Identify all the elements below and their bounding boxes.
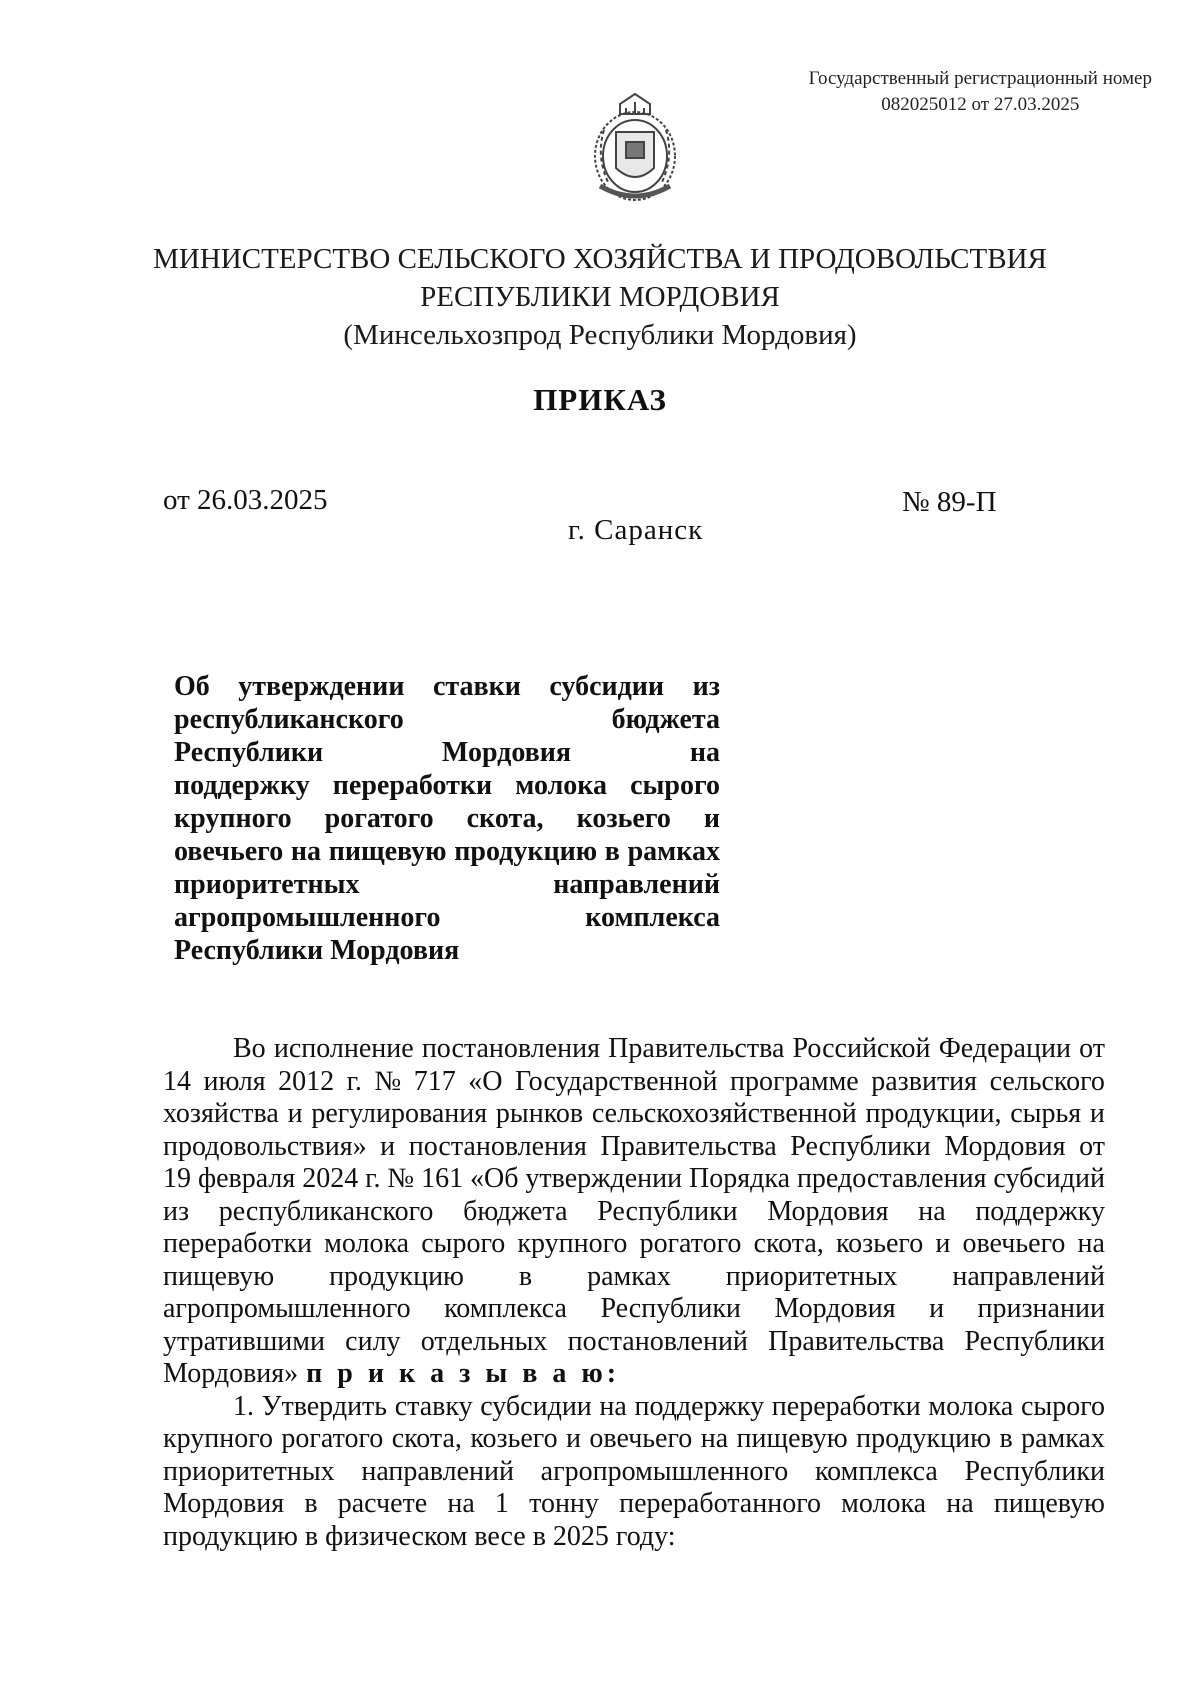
clause-word: молока	[841, 1488, 927, 1519]
preamble-word: 717	[413, 1065, 456, 1097]
preamble-word: 161	[421, 1163, 464, 1194]
preamble-word: бюджета	[463, 1195, 568, 1227]
preamble-word: постановлений	[567, 1325, 748, 1357]
preamble-word: Правительства	[608, 1033, 785, 1064]
subject-word: пищевую	[328, 836, 447, 867]
subject-word: Республики Мордовия	[174, 935, 460, 966]
clause-word: козьего	[470, 1423, 558, 1454]
preamble-word: молока	[324, 1228, 410, 1259]
subject-word: рамках	[627, 836, 720, 867]
preamble-word: агропромышленного	[163, 1293, 411, 1324]
clause-word: сырого	[1020, 1390, 1105, 1422]
preamble-word: №	[387, 1163, 415, 1194]
clause-word: направлений	[361, 1455, 514, 1487]
preamble-word: утратившими	[163, 1325, 325, 1357]
clause-word: крупного	[163, 1423, 273, 1454]
registration-line-1: Государственный регистрационный номер	[808, 68, 1152, 89]
document-number: № 89-П	[902, 486, 997, 518]
preamble-word: рогатого	[639, 1228, 742, 1259]
preamble-word: 14	[163, 1065, 191, 1097]
preamble-word: сельскохозяйственной	[591, 1098, 857, 1129]
preamble-word: 2012	[278, 1065, 335, 1097]
preamble-last-line	[163, 1358, 1105, 1391]
subject-word: козьего	[576, 803, 671, 834]
clause-word: пищевую	[993, 1488, 1105, 1519]
preamble-line	[163, 1293, 1105, 1326]
subject-word: Республики	[174, 737, 324, 768]
ministry-name-line-1: МИНИСТЕРСТВО СЕЛЬСКОГО ХОЗЯЙСТВА И ПРОДОВОЛЬСТВИЯ	[153, 243, 1047, 275]
subject-word: молока	[515, 770, 608, 801]
subject-word: продукцию	[454, 836, 598, 867]
subject-line	[174, 703, 720, 736]
preamble-word: Правительства	[600, 1130, 777, 1162]
preamble-word: на	[1077, 1228, 1105, 1259]
coat-of-arms-icon	[582, 90, 688, 208]
preamble-word: регулирования	[311, 1098, 488, 1129]
subject-line	[174, 901, 720, 934]
preamble-word: и	[929, 1293, 945, 1324]
preamble-line	[163, 1066, 1105, 1099]
preamble-word: Во	[233, 1033, 266, 1064]
clause-word: агропромышленного	[540, 1455, 789, 1487]
preamble-line	[163, 1033, 1105, 1066]
preamble-word: от	[1079, 1033, 1105, 1064]
preamble-word: направлений	[952, 1260, 1105, 1292]
clause-word: 1.	[233, 1390, 254, 1422]
preamble-word: скота,	[753, 1228, 824, 1259]
preamble-word: г.	[365, 1163, 381, 1194]
clause-word: пищевую	[736, 1423, 848, 1454]
preamble-word: Мордовия	[767, 1195, 889, 1227]
subject-word: агропромышленного	[174, 902, 441, 933]
subject-word: на	[689, 737, 720, 768]
preamble-word: Порядка	[689, 1163, 790, 1194]
clause-word: переработки	[771, 1390, 921, 1422]
preamble-line	[163, 1163, 1105, 1196]
preamble-word: Правительства	[768, 1325, 945, 1357]
clause-word: приоритетных	[163, 1455, 335, 1487]
ministry-name-line-2: РЕСПУБЛИКИ МОРДОВИЯ	[420, 281, 780, 313]
subject-line	[174, 670, 720, 703]
preamble-word: развития	[871, 1065, 978, 1097]
preamble-word: сырого	[421, 1228, 506, 1259]
preamble-word: Республики	[790, 1130, 931, 1162]
clause-word: Утвердить	[261, 1390, 388, 1422]
preamble-word: из	[163, 1195, 190, 1227]
preamble-word: от	[1079, 1130, 1105, 1162]
preamble-word: республиканского	[218, 1195, 434, 1227]
preamble-line	[163, 1228, 1105, 1261]
subject-word: Об	[174, 671, 210, 702]
document-date: от 26.03.2025	[163, 484, 328, 516]
subject-word: республиканского	[174, 704, 404, 735]
preamble-word: хозяйства	[163, 1098, 279, 1129]
clause-word: субсидии	[480, 1390, 592, 1422]
preamble-word: крупного	[517, 1228, 628, 1259]
preamble-word: силу	[345, 1325, 401, 1357]
preamble-word: №	[374, 1065, 402, 1097]
preamble-word: Государственной	[514, 1065, 718, 1097]
subject-word: и	[703, 803, 720, 834]
preamble-line	[163, 1326, 1105, 1359]
subject-word: на	[290, 836, 322, 867]
subject-line	[174, 736, 720, 769]
subject-word: крупного	[174, 803, 292, 834]
clause-word: Республики	[964, 1455, 1105, 1487]
preamble-word: «Об	[470, 1163, 519, 1194]
preamble-word: постановления	[408, 1130, 587, 1162]
preamble-word: козьего	[835, 1228, 924, 1259]
preamble-line	[163, 1261, 1105, 1294]
subject-word: скота,	[466, 803, 544, 834]
preamble-word: Республики	[964, 1325, 1105, 1357]
clause-word: молока	[928, 1390, 1014, 1422]
clause-word: продукцию	[856, 1423, 992, 1454]
clause-word: на	[700, 1423, 729, 1454]
preamble-line	[163, 1196, 1105, 1229]
preamble-word: и	[935, 1228, 951, 1259]
preamble-word: на	[918, 1195, 946, 1227]
clause-line	[163, 1456, 1105, 1489]
clause-word: овечьего	[589, 1423, 693, 1454]
preamble-word: постановления	[421, 1033, 601, 1064]
preamble-word: продукцию	[329, 1260, 464, 1292]
preamble-word: в	[518, 1260, 533, 1292]
clause-word: рогатого	[281, 1423, 384, 1454]
clause-word: и	[566, 1423, 581, 1454]
preamble-word: овечьего	[962, 1228, 1066, 1259]
preamble-word: приоритетных	[725, 1260, 898, 1292]
preamble-word: исполнение	[273, 1033, 414, 1064]
ministry-short-name: (Минсельхозпрод Республики Мордовия)	[343, 319, 857, 351]
subject-word: субсидии	[549, 671, 665, 702]
preamble-word: февраля	[197, 1163, 296, 1194]
subject-word: направлений	[553, 869, 720, 900]
clause-1-end-text: продукцию в физическом весе в 2025 году:	[163, 1520, 676, 1552]
clause-word: комплекса	[814, 1455, 938, 1487]
preamble-word: комплекса	[444, 1293, 567, 1324]
registration-stamp	[809, 66, 1152, 118]
subject-word: ставки	[432, 671, 521, 702]
clause-line	[163, 1423, 1105, 1456]
subject-word: поддержку	[174, 770, 310, 801]
preamble-word: рамках	[587, 1260, 671, 1292]
preamble-word: Мордовия	[774, 1293, 896, 1324]
clause-word: на	[946, 1488, 974, 1519]
preamble-word: Мордовия	[944, 1130, 1066, 1162]
preamble-word: Российской	[792, 1033, 931, 1064]
preamble-word: Республики	[597, 1195, 738, 1227]
clause-word: переработанного	[619, 1488, 821, 1519]
subject-word: приоритетных	[174, 869, 360, 900]
preamble-word: и	[1089, 1098, 1105, 1129]
preamble-word: «О	[468, 1065, 503, 1097]
preamble-word: сырья	[1010, 1098, 1082, 1129]
clause-word: на	[599, 1390, 627, 1422]
subject-line	[174, 769, 720, 802]
subject-line	[174, 802, 720, 835]
order-subject	[174, 670, 720, 967]
clause-word: рамках	[1021, 1423, 1105, 1454]
clause-word: 1	[494, 1488, 509, 1519]
subject-word: рогатого	[324, 803, 434, 834]
clause-word: поддержку	[634, 1390, 765, 1422]
order-word: п р и к а з ы в а ю:	[306, 1358, 621, 1389]
clause-line	[163, 1391, 1105, 1424]
ministry-header	[0, 240, 1200, 354]
clause-word: скота,	[391, 1423, 462, 1454]
subject-line	[174, 868, 720, 901]
subject-word: комплекса	[585, 902, 720, 933]
preamble-word: продукции,	[865, 1098, 1002, 1129]
subject-word: Мордовия	[441, 737, 572, 768]
preamble-word: утверждении	[525, 1163, 683, 1194]
preamble-word: признании	[977, 1293, 1105, 1324]
preamble-word: июля	[203, 1065, 266, 1097]
preamble-word: переработки	[163, 1228, 312, 1259]
subject-word: сырого	[630, 770, 720, 801]
preamble-word: продовольствия»	[163, 1130, 367, 1162]
clause-1-paragraph	[163, 1391, 1105, 1521]
preamble-word: поддержку	[975, 1195, 1105, 1227]
document-title: ПРИКАЗ	[533, 382, 667, 417]
clause-word: на	[447, 1488, 475, 1519]
order-body	[163, 1033, 1105, 1553]
preamble-word: пищевую	[163, 1260, 275, 1292]
subject-line	[174, 835, 720, 868]
subject-line	[174, 934, 720, 967]
preamble-word: и	[287, 1098, 303, 1129]
clause-line	[163, 1488, 1105, 1521]
preamble-word: предоставления	[796, 1163, 987, 1194]
preamble-word: г.	[346, 1065, 362, 1097]
preamble-end-text: Мордовия»	[163, 1358, 299, 1389]
registration-line-2: 082025012 от 27.03.2025	[881, 94, 1080, 115]
preamble-word: субсидий	[993, 1163, 1105, 1194]
subject-word: переработки	[332, 770, 493, 801]
clause-word: Мордовия	[163, 1488, 285, 1519]
preamble-paragraph	[163, 1033, 1105, 1358]
preamble-line	[163, 1131, 1105, 1164]
clause-word: расчете	[337, 1488, 428, 1519]
preamble-word: 19	[163, 1163, 191, 1194]
preamble-word: Республики	[600, 1293, 741, 1324]
clause-word: ставку	[394, 1390, 473, 1422]
preamble-word: программе	[729, 1065, 859, 1097]
subject-word: бюджета	[611, 704, 720, 735]
preamble-word: Федерации	[938, 1033, 1071, 1064]
preamble-word: рынков	[495, 1098, 584, 1129]
clause-word: в	[999, 1423, 1013, 1454]
clause-word: тонну	[529, 1488, 599, 1519]
subject-word: овечьего	[174, 836, 284, 867]
preamble-word: отдельных	[420, 1325, 548, 1357]
subject-word: в	[604, 836, 620, 867]
preamble-word: и	[380, 1130, 396, 1162]
document-city: г. Саранск	[568, 514, 704, 546]
subject-word: из	[692, 671, 720, 702]
clause-1-last-line	[163, 1521, 1105, 1554]
preamble-word: сельского	[989, 1065, 1105, 1097]
clause-word: в	[304, 1488, 318, 1519]
preamble-line	[163, 1098, 1105, 1131]
preamble-word: 2024	[302, 1163, 359, 1194]
subject-word: утверждении	[238, 671, 405, 702]
